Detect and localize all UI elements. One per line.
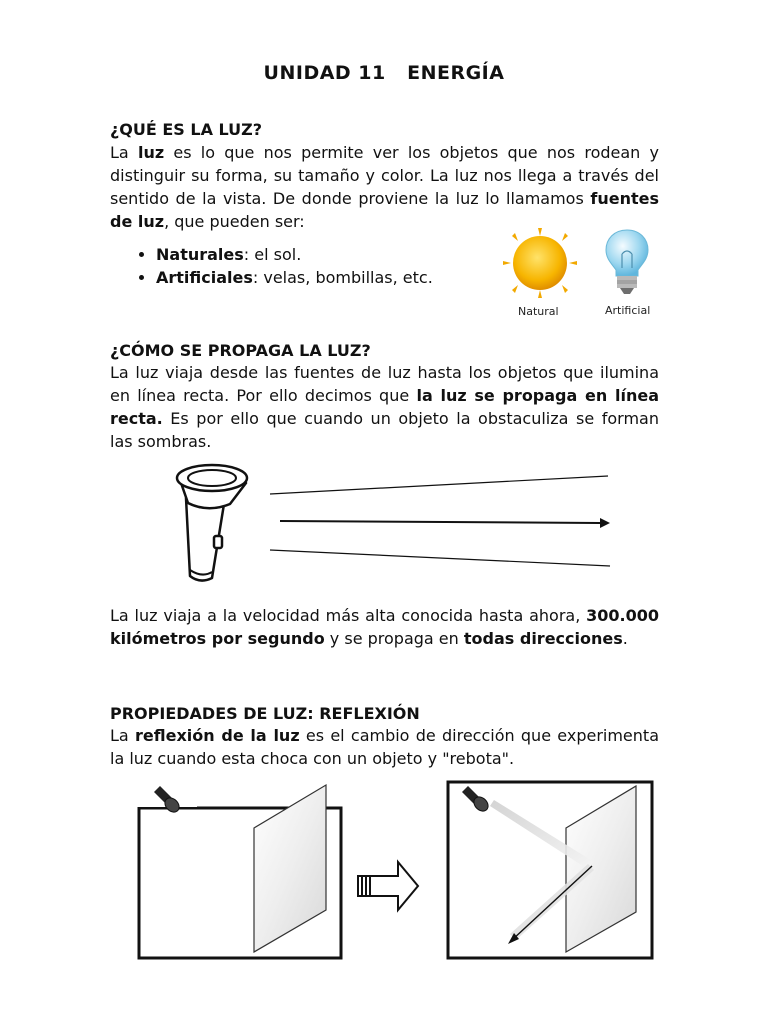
list-item: • Artificiales: velas, bombillas, etc. [156, 266, 433, 289]
before-reflection-panel [137, 780, 341, 958]
paragraph-velocidad: La luz viaja a la velocidad más alta conocida hasta ahora, 300.000 kilómetros por segundo y se propaga en todas direcciones. [110, 606, 659, 648]
reflection-diagram [136, 780, 656, 962]
arrow-right-icon [358, 862, 418, 910]
flashlight-diagram [160, 458, 620, 588]
after-reflection-panel [448, 782, 652, 958]
sun-icon [500, 228, 580, 298]
page-title: UNIDAD 11 ENERGÍA [263, 62, 505, 84]
heading-reflexion: PROPIEDADES DE LUZ: REFLEXIÓN [110, 704, 420, 723]
paragraph-propagacion: La luz viaja desde las fuentes de luz hasta los objetos que ilumina en línea recta. Por ello decimos que la luz se propaga en línea recta. Es por ello que cuando un objeto la obstaculiza se forman las sombras. [110, 363, 660, 451]
light-bulb-icon [602, 228, 652, 298]
heading-que-es-la-luz: ¿QUÉ ES LA LUZ? [110, 120, 263, 139]
natural-caption: Natural [518, 305, 559, 318]
list-item: • Naturales: el sol. [156, 243, 433, 266]
paragraph-que-es-la-luz: La luz es lo que nos permite ver los objetos que nos rodean y distinguir su forma, su tamaño y color. La luz nos llega a través del sentido de la vista. De donde proviene la luz lo llamamos fuentes de luz, que pueden ser: [110, 143, 659, 231]
paragraph-reflexion: La reflexión de la luz es el cambio de dirección que experimenta la luz cuando esta choca con un objeto y "rebota". [110, 726, 659, 768]
artificial-caption: Artificial [605, 304, 651, 317]
light-sources-list [130, 243, 433, 289]
heading-como-se-propaga: ¿CÓMO SE PROPAGA LA LUZ? [110, 341, 371, 360]
